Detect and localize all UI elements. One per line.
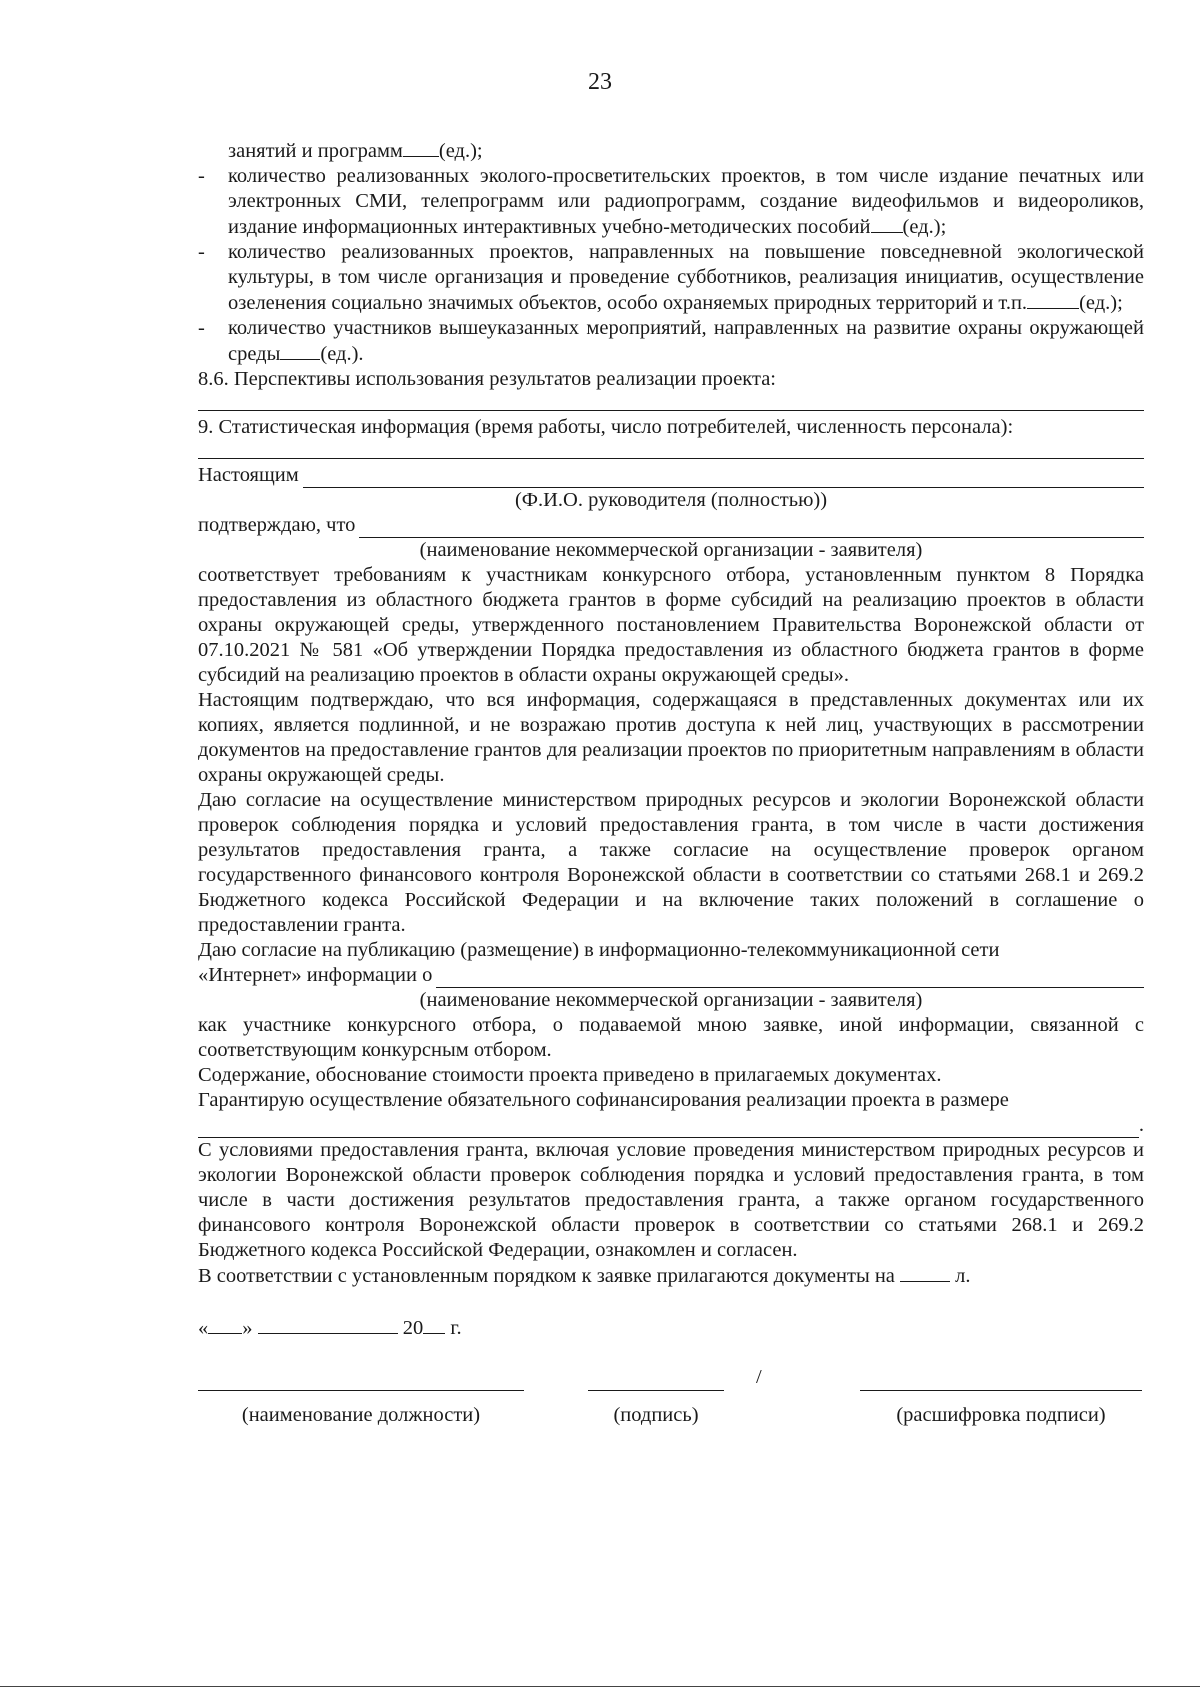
blank-field[interactable]: [871, 214, 903, 233]
signature-decode-field[interactable]: [860, 1389, 1142, 1391]
section-8-6: 8.6. Перспективы использования результатов реализации проекта:: [198, 368, 776, 390]
list-item: - количество реализованных эколого-просветительских проектов, в том числе издание печатных или электронных СМИ, телепрограмм или радиопрограмм, создание видеофильмов и видеороликов, издание информационных интерактивных учебно-методических пособий (ед.);: [198, 165, 1144, 238]
caption-fio: (Ф.И.О. руководителя (полностью)): [514, 489, 828, 511]
blank-line[interactable]: [198, 392, 1144, 411]
signature-field[interactable]: [588, 1389, 724, 1391]
org-name-field[interactable]: [359, 517, 1144, 538]
list-item: - количество реализованных проектов, направленных на повышение повседневной экологической культуры, в том числе организация и проведение субботников, реализация инициатив, осуществление озеленения социально значимых объектов, особо охраняемых природных территорий и т.п. (ед.);: [198, 241, 1144, 314]
caption-decode: (расшифровка подписи): [896, 1404, 1106, 1426]
paragraph: С условиями предоставления гранта, включая условие проведения министерством природных ресурсов и экологии Воронежской области проверок соблюдения порядка и условий предоставления гранта, в том числе в части достижения результатов предоставления гранта, а также органом государственного финансового контроля Воронежской области проверок в соответствии со статьями 268.1 и 269.2 Бюджетного кодекса Российской Федерации, ознакомлен и согласен.: [198, 1139, 1144, 1261]
paragraph: Гарантирую осуществление обязательного софинансирования реализации проекта в размере: [198, 1089, 1009, 1111]
director-row: Настоящим: [198, 463, 1144, 488]
day-field[interactable]: [208, 1315, 242, 1334]
date-line: « » 20 г.: [198, 1317, 462, 1339]
paragraph: Даю согласие на публикацию (размещение) в информационно-телекоммуникационной сети: [198, 939, 1000, 961]
signature-block: [198, 1366, 1144, 1441]
org-row: подтверждаю, что: [198, 513, 1144, 538]
caption-signature: (подпись): [613, 1404, 699, 1426]
page-bottom-edge: [0, 1686, 1200, 1687]
caption-position: (наименование должности): [241, 1404, 481, 1426]
page-count-field[interactable]: [900, 1263, 950, 1282]
position-field[interactable]: [198, 1389, 524, 1391]
caption-org: (наименование некоммерческой организации - заявителя): [419, 539, 923, 561]
cofinancing-amount-field[interactable]: [198, 1117, 1139, 1138]
month-field[interactable]: [258, 1315, 398, 1334]
blank-field[interactable]: [1027, 290, 1079, 309]
caption-org: (наименование некоммерческой организации - заявителя): [419, 989, 923, 1011]
attachments-line: В соответствии с установленным порядком к заявке прилагаются документы на л.: [198, 1265, 971, 1287]
paragraph: как участнике конкурсного отбора, о подаваемой мною заявке, иной информации, связанной с соответствующим конкурсным отбором.: [198, 1014, 1144, 1061]
org-name-field[interactable]: [436, 967, 1144, 988]
section-9: 9. Статистическая информация (время работы, число потребителей, численность персонала):: [198, 416, 1014, 438]
blank-field[interactable]: [280, 341, 320, 360]
year-field[interactable]: [423, 1315, 445, 1334]
director-name-field[interactable]: [303, 467, 1144, 488]
line-programs: занятий и программ (ед.);: [228, 140, 483, 162]
paragraph: соответствует требованиям к участникам конкурсного отбора, установленным пунктом 8 Порядка предоставления из областного бюджета грантов в форме субсидий на реализацию проектов в области охраны окружающей среды, утвержденного постановлением Правительства Воронежской области от 07.10.2021 № 581 «Об утверждении Порядка предоставления из областного бюджета грантов в форме субсидий на реализацию проектов в области охраны окружающей среды».: [198, 564, 1144, 686]
paragraph: Настоящим подтверждаю, что вся информация, содержащаяся в представленных документах или их копиях, является подлинной, и не возражаю против доступа к ней лиц, участвующих в рассмотрении документов на предоставление грантов для реализации проектов по приоритетным направлениям в области охраны окружающей среды.: [198, 689, 1144, 786]
separator-slash: /: [756, 1366, 762, 1388]
blank-field[interactable]: [403, 138, 439, 157]
publication-row: «Интернет» информации о: [198, 963, 1144, 988]
paragraph: Даю согласие на осуществление министерством природных ресурсов и экологии Воронежской области проверок соблюдения порядка и условий предоставления гранта, в том числе в части достижения результатов предоставления гранта, а также согласие на осуществление проверок органом государственного финансового контроля Воронежской области в соответствии со статьями 268.1 и 269.2 Бюджетного кодекса Российской Федерации и на включение таких положений в соглашение о предоставлении гранта.: [198, 789, 1144, 936]
page-number: 23: [588, 69, 612, 95]
document-body: [198, 138, 1144, 1441]
paragraph: Содержание, обоснование стоимости проекта приведено в прилагаемых документах.: [198, 1064, 942, 1086]
blank-line[interactable]: [198, 440, 1144, 459]
cofinancing-row: .: [198, 1113, 1144, 1138]
list-item: - количество участников вышеуказанных мероприятий, направленных на развитие охраны окружающей среды (ед.).: [198, 317, 1144, 365]
